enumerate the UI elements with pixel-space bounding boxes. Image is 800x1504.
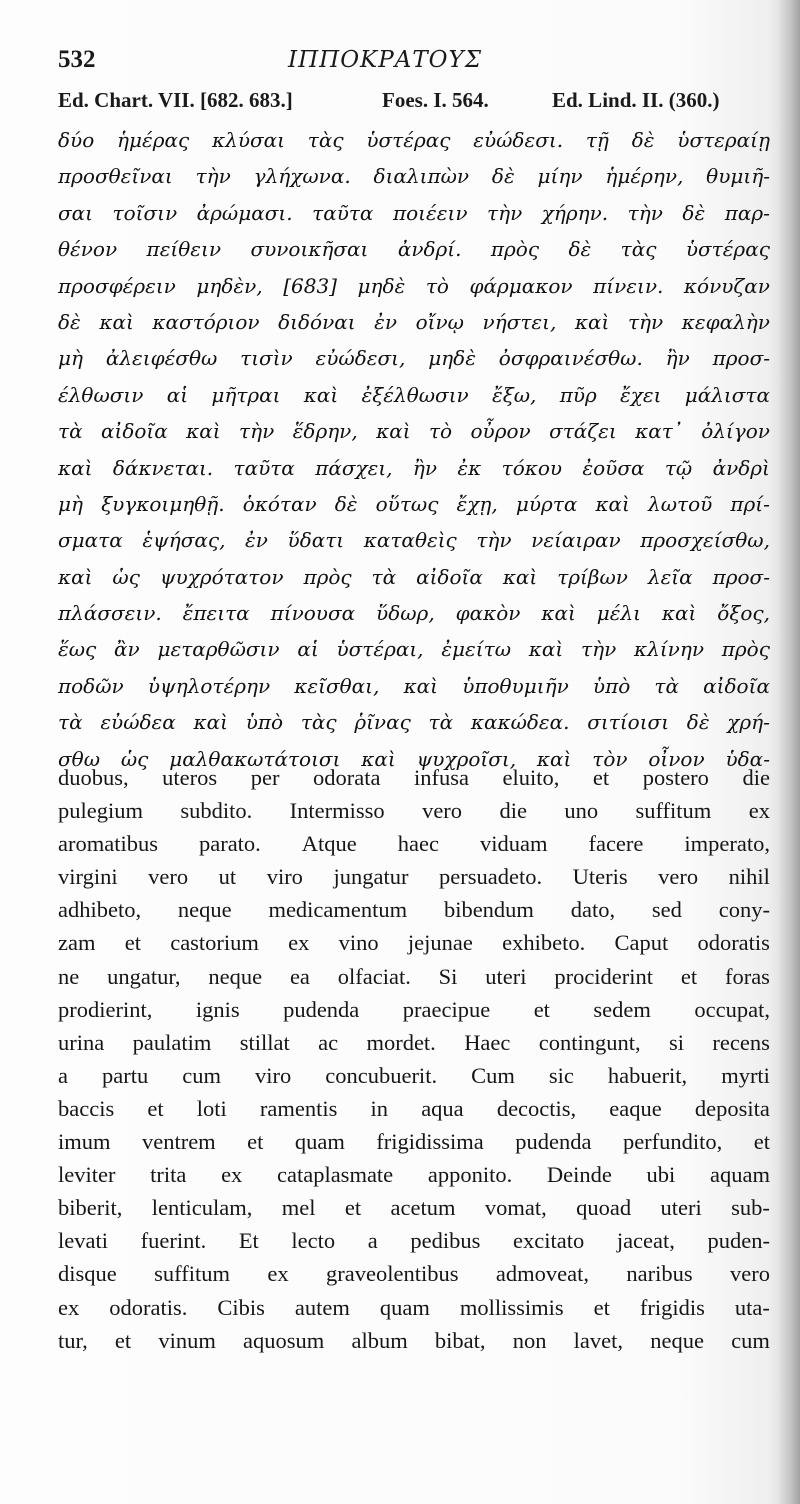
latin-text-line: a partu cum viro concubuerit. Cum sic habuerit, myrti <box>58 1062 770 1088</box>
latin-text-line: ex odoratis. Cibis autem quam mollissimis et frigidis uta- <box>58 1294 770 1320</box>
greek-text-line: μὴ ξυγκοιμηθῇ. ὁκόταν δὲ οὕτως ἔχῃ, μύρτα καὶ λωτοῦ πρί- <box>58 491 770 516</box>
ref-foes: Foes. I. 564. <box>382 88 489 112</box>
edition-references <box>58 88 770 120</box>
greek-text-line: καὶ δάκνεται. ταῦτα πάσχει, ἢν ἐκ τόκου ἐοῦσα τῷ ἀνδρὶ <box>58 455 770 480</box>
page-header <box>58 46 778 80</box>
latin-text-line: leviter trita ex cataplasmate apponito. Deinde ubi aquam <box>58 1162 770 1188</box>
latin-text-line: ne ungatur, neque ea olfaciat. Si uteri prociderint et foras <box>58 963 770 989</box>
greek-text-line: δὲ καὶ καστόριον διδόναι ἐν οἴνῳ νήστει, καὶ τὴν κεφαλὴν <box>58 309 770 334</box>
latin-text-line: urina paulatim stillat ac mordet. Haec contingunt, si recens <box>58 1029 770 1055</box>
greek-text-line: τὰ αἰδοῖα καὶ τὴν ἕδρην, καὶ τὸ οὖρον στάζει κατ᾽ ὀλίγον <box>58 419 770 444</box>
running-title: ΙΠΠΟΚΡΑΤΟΥΣ <box>288 47 482 73</box>
page-number: 532 <box>58 46 96 73</box>
greek-text-line: σθω ὡς μαλθακωτάτοισι καὶ ψυχροῖσι, καὶ τὸν οἶνον ὑδα- <box>58 746 770 771</box>
latin-text-line: tur, et vinum aquosum album bibat, non lavet, neque cum <box>58 1327 770 1353</box>
latin-text-line: adhibeto, neque medicamentum bibendum dato, sed cony- <box>58 897 770 923</box>
latin-text-line: pulegium subdito. Intermisso vero die uno suffitum ex <box>58 798 770 824</box>
latin-text-line: imum ventrem et quam frigidissima pudenda perfundito, et <box>58 1129 770 1155</box>
latin-text-line: biberit, lenticulam, mel et acetum vomat, quoad uteri sub- <box>58 1195 770 1221</box>
greek-text-line: προσφέρειν μηδὲν, [683] μηδὲ τὸ φάρμακον πίνειν. κόνυζαν <box>58 273 770 298</box>
greek-text-line: έλθωσιν αἱ μῆτραι καὶ ἐξέλθωσιν ἔξω, πῦρ ἔχει μάλιστα <box>58 382 770 407</box>
ref-lind: Ed. Lind. II. (360.) <box>552 88 720 112</box>
greek-text-line: ποδῶν ὑψηλοτέρην κεῖσθαι, καὶ ὑποθυμιῆν ὑπὸ τὰ αἰδοῖα <box>58 673 770 698</box>
latin-text-line: zam et castorium ex vino jejunae exhibeto. Caput odoratis <box>58 930 770 956</box>
greek-text-line: προσθεῖναι τὴν γλήχωνα. διαλιπὼν δὲ μίην ἡμέρην, θυμιῆ- <box>58 164 770 189</box>
greek-text-line: δύο ἡμέρας κλύσαι τὰς ὑστέρας εὐώδεσι. τῇ δὲ ὑστεραίῃ <box>58 128 770 152</box>
greek-text-line: πλάσσειν. ἔπειτα πίνουσα ὕδωρ, φακὸν καὶ μέλι καὶ ὄξος, <box>58 601 770 626</box>
latin-text-line: prodierint, ignis pudenda praecipue et sedem occupat, <box>58 996 770 1022</box>
page-gutter-shadow <box>778 0 800 1504</box>
greek-text-line: σματα ἑψήσας, ἐν ὕδατι καταθεὶς τὴν νείαιραν προσχείσθω, <box>58 528 770 553</box>
latin-text-line: baccis et loti ramentis in aqua decoctis, eaque deposita <box>58 1095 770 1121</box>
latin-text-line: duobus, uteros per odorata infusa eluito, et postero die <box>58 765 770 790</box>
latin-text-line: levati fuerint. Et lecto a pedibus excitato jaceat, puden- <box>58 1228 770 1254</box>
greek-text-line: ἕως ἂν μεταρθῶσιν αἱ ὑστέραι, ἐμείτω καὶ τὴν κλίνην πρὸς <box>58 637 770 662</box>
greek-text-line: σαι τοῖσιν ἀρώμασι. ταῦτα ποιέειν τὴν χήρην. τὴν δὲ παρ- <box>58 200 770 225</box>
greek-text-line: καὶ ὡς ψυχρότατον πρὸς τὰ αἰδοῖα καὶ τρίβων λεῖα προσ- <box>58 564 770 589</box>
greek-text-line: μὴ ἀλειφέσθω τισὶν εὐώδεσι, μηδὲ ὀσφραινέσθω. ἢν προσ- <box>58 346 770 371</box>
latin-text-line: virgini vero ut viro jungatur persuadeto. Uteris vero nihil <box>58 864 770 890</box>
latin-text-block <box>58 761 770 1357</box>
greek-text-block <box>58 122 770 777</box>
latin-text-line: aromatibus parato. Atque haec viduam facere imperato, <box>58 831 770 857</box>
greek-text-line: θένον πείθειν συνοικῆσαι ἀνδρί. πρὸς δὲ τὰς ὑστέρας <box>58 237 770 262</box>
latin-text-line: disque suffitum ex graveolentibus admoveat, naribus vero <box>58 1261 770 1287</box>
greek-text-line: τὰ εὐώδεα καὶ ὑπὸ τὰς ῥῖνας τὰ κακώδεα. σιτίοισι δὲ χρή- <box>58 710 770 735</box>
ref-chartier: Ed. Chart. VII. [682. 683.] <box>58 88 293 112</box>
